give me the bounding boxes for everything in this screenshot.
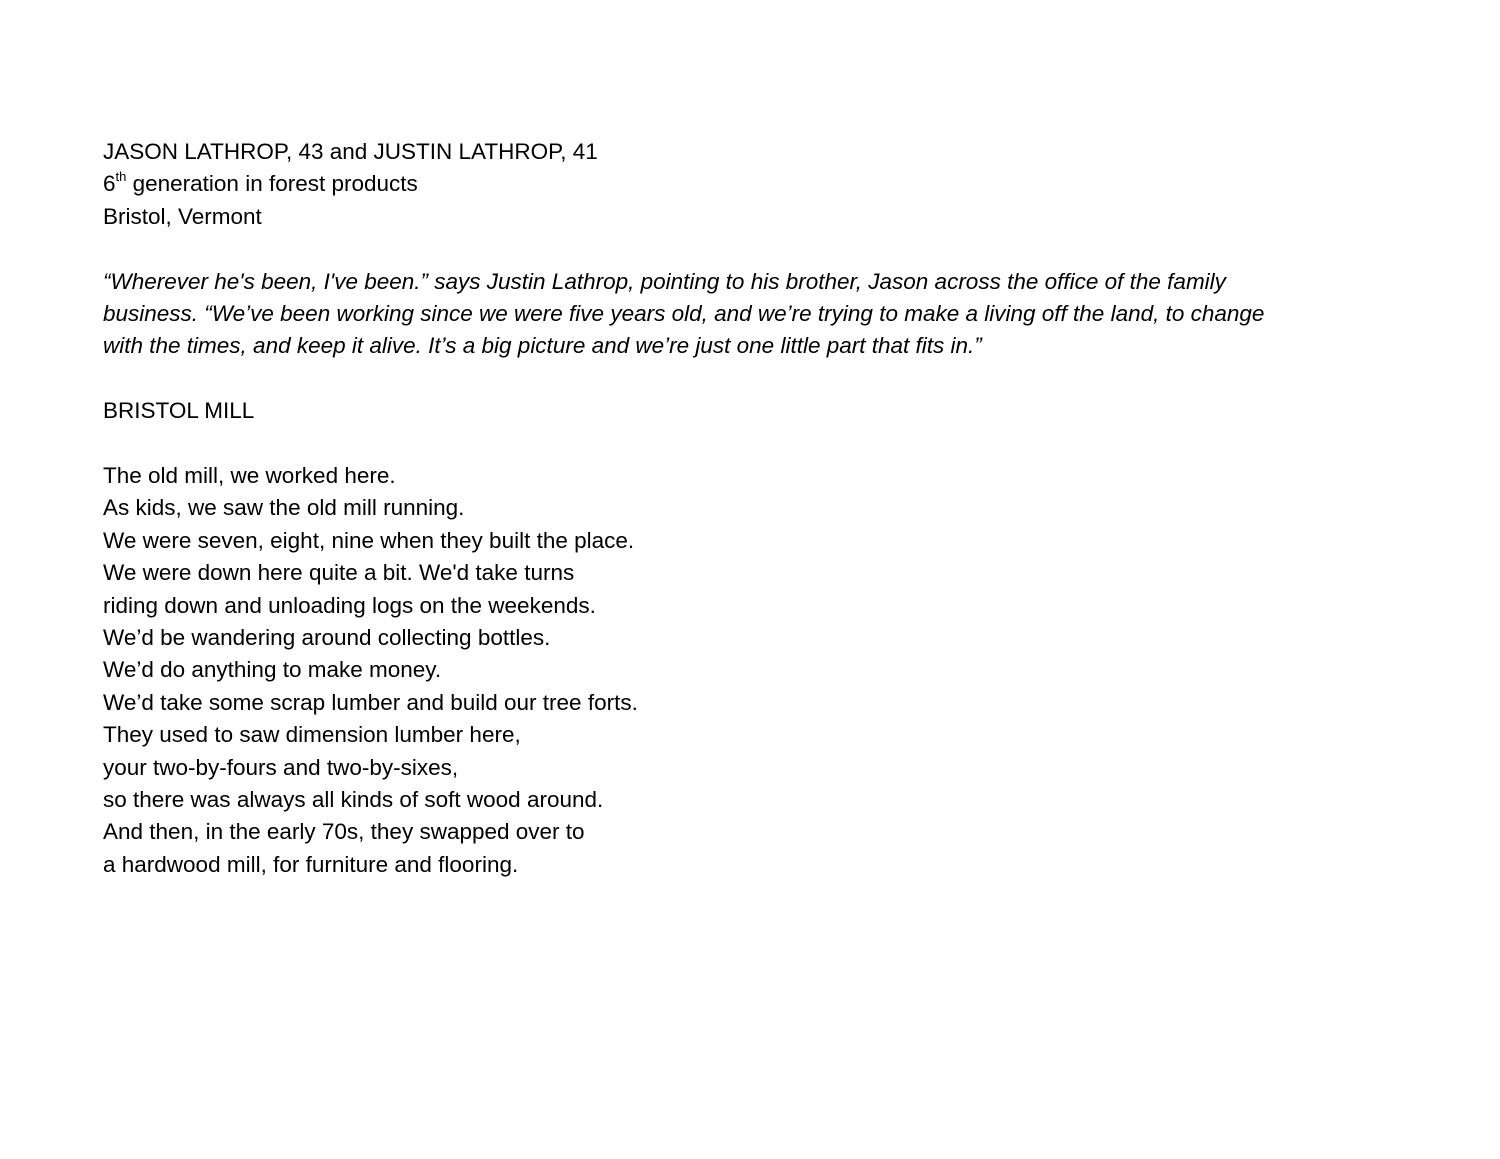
spacer [103,428,1403,460]
poem-line: And then, in the early 70s, they swapped over to [103,819,585,845]
document-body [103,136,1403,881]
poem-line: As kids, we saw the old mill running. [103,495,465,521]
poem-line: The old mill, we worked here. [103,463,396,489]
quote-line: with the times, and keep it alive. It’s a big picture and we’re just one little part that fits in.” [103,333,982,359]
names-heading: JASON LATHROP, 43 and JUSTIN LATHROP, 41 [103,139,598,164]
poem-line: We’d be wandering around collecting bottles. [103,625,551,651]
intro-quote [103,266,1403,363]
poem-line: We’d do anything to make money. [103,657,442,683]
spacer [103,233,1403,265]
location-line: Bristol, Vermont [103,203,262,229]
poem-line: riding down and unloading logs on the weekends. [103,592,596,618]
poem-line: so there was always all kinds of soft wood around. [103,787,604,813]
generation-number: 6 [103,171,116,197]
generation-line [103,168,1403,200]
poem-line: We were seven, eight, nine when they built the place. [103,527,635,553]
poem-line: a hardwood mill, for furniture and flooring. [103,851,519,877]
quote-line: business. “We’ve been working since we were five years old, and we’re trying to make a living off the land, to change [103,301,1265,327]
generation-text: generation in forest products [126,171,418,197]
poem-line: They used to saw dimension lumber here, [103,722,521,748]
generation-suffix: th [115,168,127,184]
section-title: BRISTOL MILL [103,398,255,424]
poem-line: We’d take some scrap lumber and build our tree forts. [103,689,638,715]
poem-line: We were down here quite a bit. We'd take turns [103,560,575,586]
quote-line: “Wherever he's been, I've been.” says Justin Lathrop, pointing to his brother, Jason across the office of the family [103,268,1226,294]
poem-line: your two-by-fours and two-by-sixes, [103,754,459,780]
spacer [103,363,1403,395]
poem-block [103,460,1403,881]
